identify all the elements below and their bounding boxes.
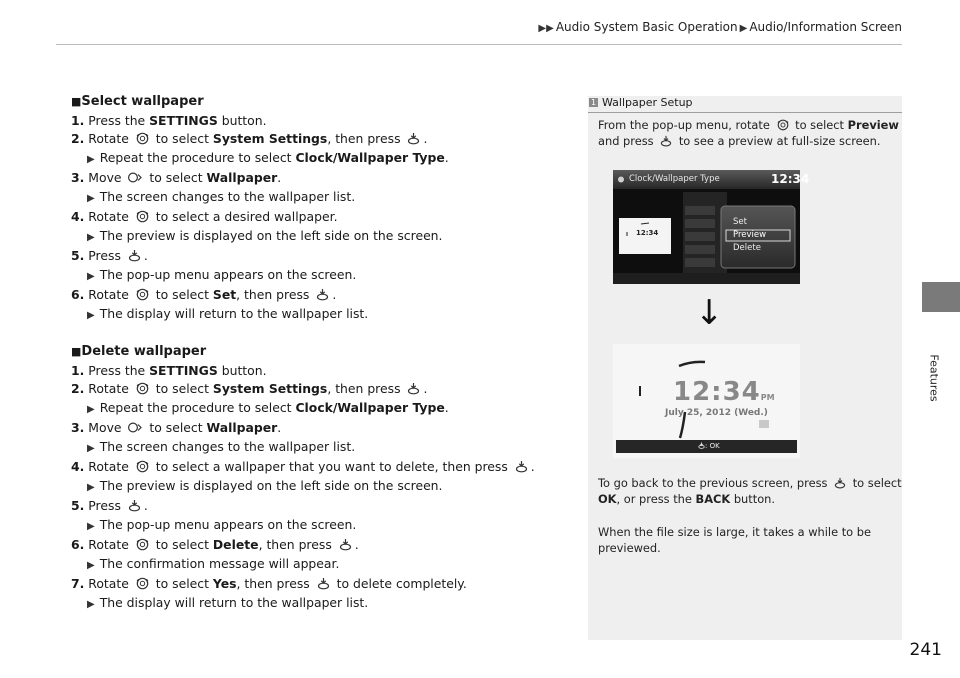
interface-dial-press-icon <box>128 249 141 262</box>
result-arrow-icon: ▶ <box>87 403 95 415</box>
square-bullet-icon: ■ <box>71 95 82 108</box>
step-result: ▶ The screen changes to the wallpaper list. <box>87 438 356 454</box>
result-arrow-icon: ▶ <box>87 153 95 165</box>
sidebar-para-filesize: When the file size is large, it takes a while to be previewed. <box>598 525 871 555</box>
interface-dial-rotate-icon <box>136 382 149 395</box>
result-arrow-icon: ▶ <box>87 559 95 571</box>
header-rule <box>56 44 902 45</box>
section-heading-delete-wallpaper: ■Delete wallpaper <box>71 344 207 359</box>
preview-ok-bar[interactable]: : OK <box>698 442 720 450</box>
interface-dial-move-right-icon <box>128 421 142 434</box>
interface-dial-rotate-icon <box>136 288 149 301</box>
step-result: ▶ The screen changes to the wallpaper list. <box>87 188 356 204</box>
interface-dial-press-icon <box>698 442 705 449</box>
screen-wallpaper-preview <box>613 344 800 458</box>
interface-dial-press-icon <box>339 538 352 551</box>
popup-item-set[interactable]: Set <box>733 217 747 227</box>
screen-wallpaper-list <box>613 170 810 284</box>
step-result: ▶ The display will return to the wallpaper list. <box>87 594 369 610</box>
sidebar-note-title: Wallpaper Setup <box>602 96 693 109</box>
section-tab-marker <box>922 282 960 312</box>
preview-clock: 12:34PM <box>673 377 775 407</box>
step-row: 1. Press the SETTINGS button. <box>71 112 267 128</box>
result-arrow-icon: ▶ <box>87 309 95 321</box>
interface-dial-press-icon <box>660 135 672 147</box>
result-arrow-icon: ▶ <box>87 270 95 282</box>
screen1-title: Clock/Wallpaper Type <box>629 174 720 184</box>
step-row: 3. Move to select Wallpaper. <box>71 170 282 185</box>
result-arrow-icon: ▶ <box>87 481 95 493</box>
section-heading-select-wallpaper: ■Select wallpaper <box>71 94 204 109</box>
square-bullet-icon: ■ <box>71 345 82 358</box>
sidebar-note-header <box>588 96 902 113</box>
interface-dial-rotate-icon <box>777 119 789 131</box>
interface-dial-rotate-icon <box>136 132 149 145</box>
step-result: ▶ The display will return to the wallpaper list. <box>87 305 369 321</box>
breadcrumb-item-audio-basic[interactable]: Audio System Basic Operation <box>555 20 738 34</box>
interface-dial-press-icon <box>128 499 141 512</box>
screen1-clock: 12:34 <box>771 172 810 186</box>
result-arrow-icon: ▶ <box>87 442 95 454</box>
interface-dial-rotate-icon <box>136 577 149 590</box>
step-row: 3. Move to select Wallpaper. <box>71 420 282 435</box>
note-reference-icon: 1 <box>590 98 597 107</box>
interface-dial-press-icon <box>407 132 420 145</box>
popup-item-delete[interactable]: Delete <box>733 243 761 253</box>
step-row: 6. Rotate to select Delete, then press . <box>71 537 359 552</box>
down-arrow-icon: ↓ <box>695 293 724 333</box>
result-arrow-icon: ▶ <box>87 520 95 532</box>
interface-dial-press-icon <box>515 460 528 473</box>
step-result: ▶ Repeat the procedure to select Clock/Wallpaper Type. <box>87 399 449 415</box>
section-tab-label: Features <box>927 354 941 402</box>
step-row: 4. Rotate to select a wallpaper that you want to delete, then press . <box>71 459 535 474</box>
interface-dial-press-icon <box>407 382 420 395</box>
step-row: 1. Press the SETTINGS button. <box>71 362 267 378</box>
step-result: ▶ The preview is displayed on the left side on the screen. <box>87 227 443 243</box>
sidebar-para-preview: From the pop-up menu, rotate to select Preview and press to see a preview at full-size screen. <box>598 118 899 148</box>
step-row: 4. Rotate to select a desired wallpaper. <box>71 209 338 224</box>
sidebar-para-back: To go back to the previous screen, press to select OK, or press the BACK button. <box>598 476 902 506</box>
step-row: 5. Press . <box>71 498 148 513</box>
step-row: 2. Rotate to select System Settings, then press . <box>71 381 428 396</box>
step-result: ▶ The preview is displayed on the left side on the screen. <box>87 477 443 493</box>
preview-date: July 25, 2012 (Wed.) <box>665 408 768 418</box>
interface-dial-rotate-icon <box>136 538 149 551</box>
step-row: 2. Rotate to select System Settings, then press . <box>71 131 428 146</box>
breadcrumb-arrow-icon: ▶ <box>739 23 748 34</box>
result-arrow-icon: ▶ <box>87 598 95 610</box>
interface-dial-press-icon <box>834 477 846 489</box>
interface-dial-press-icon <box>316 288 329 301</box>
screen1-mini-clock: 12:34 <box>636 229 659 237</box>
breadcrumb-arrow-icon: ▶▶ <box>538 23 554 34</box>
result-arrow-icon: ▶ <box>87 231 95 243</box>
step-result: ▶ The pop-up menu appears on the screen. <box>87 516 357 532</box>
result-arrow-icon: ▶ <box>87 192 95 204</box>
interface-dial-rotate-icon <box>136 210 149 223</box>
breadcrumb-item-audio-info-screen[interactable]: Audio/Information Screen <box>749 20 902 34</box>
step-result: ▶ The confirmation message will appear. <box>87 555 340 571</box>
step-result: ▶ The pop-up menu appears on the screen. <box>87 266 357 282</box>
main-content <box>71 93 541 614</box>
interface-dial-move-right-icon <box>128 171 142 184</box>
breadcrumb <box>536 20 902 34</box>
step-row: 6. Rotate to select Set, then press . <box>71 287 337 302</box>
page-number: 241 <box>909 640 942 660</box>
popup-item-preview[interactable]: Preview <box>733 230 767 240</box>
interface-dial-press-icon <box>317 577 330 590</box>
step-result: ▶ Repeat the procedure to select Clock/Wallpaper Type. <box>87 149 449 165</box>
interface-dial-rotate-icon <box>136 460 149 473</box>
step-row: 7. Rotate to select Yes, then press to delete completely. <box>71 576 467 591</box>
screen-wallpaper-list-art <box>613 170 800 284</box>
step-row: 5. Press . <box>71 248 148 263</box>
